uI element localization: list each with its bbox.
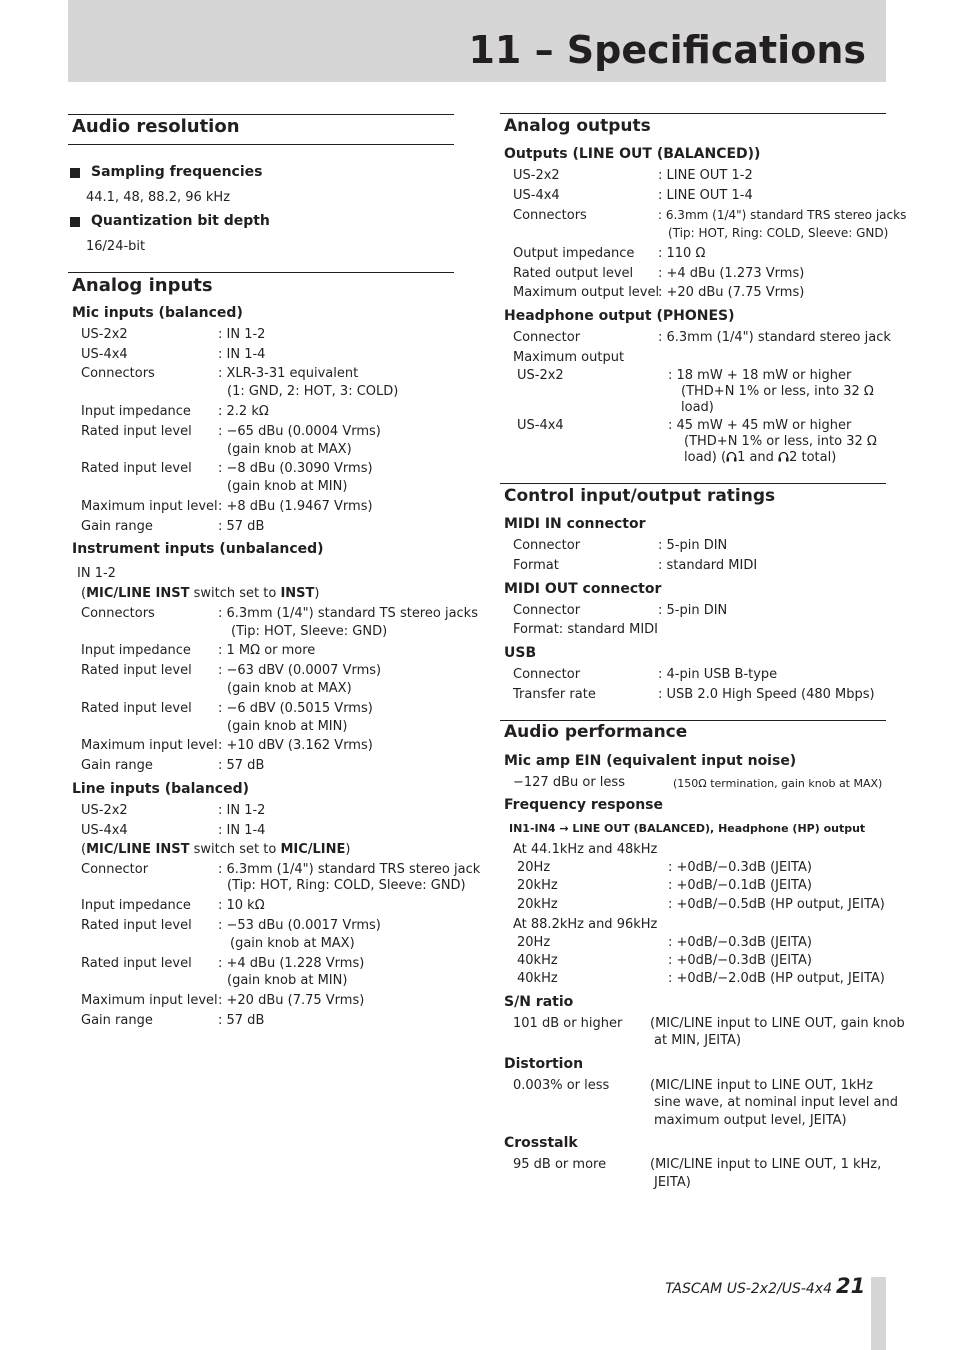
- spec-value: : −65 dBu (0.0004 Vrms): [218, 424, 381, 439]
- spec-value-cont: (THD+N 1% or less, into 32 Ω: [681, 384, 874, 399]
- spec-value: : USB 2.0 High Speed (480 Mbps): [658, 687, 875, 702]
- spec-value: : +0dB/−0.3dB (JEITA): [668, 935, 812, 950]
- spec-key: Rated input level: [81, 918, 192, 933]
- subheading-crosstalk: Crosstalk: [504, 1135, 578, 1151]
- switch-note: (MIC/LINE INST switch set to MIC/LINE): [81, 842, 351, 857]
- spec-key: Gain range: [81, 519, 153, 534]
- spec-value: : XLR-3-31 equivalent: [218, 366, 359, 381]
- spec-key: Rated input level: [81, 701, 192, 716]
- spec-key: Connectors: [81, 366, 155, 381]
- spec-key: Output impedance: [513, 246, 635, 261]
- rule: [68, 114, 454, 115]
- spec-note: maximum output level, JEITA): [654, 1113, 847, 1128]
- spec-value-cont: (Tip: HOT, Sleeve: GND): [231, 624, 388, 639]
- spec-value: : IN 1-2: [218, 327, 266, 342]
- spec-value: : IN 1-2: [218, 803, 266, 818]
- spec-key: Format: [513, 558, 559, 573]
- spec-value: : 6.3mm (1/4") standard stereo jack: [658, 330, 891, 345]
- spec-key: Rated output level: [513, 266, 634, 281]
- spec-key: Rated input level: [81, 424, 192, 439]
- heading-audio-resolution: Audio resolution: [72, 116, 240, 137]
- spec-value: : LINE OUT 1-4: [658, 188, 753, 203]
- value-sampling-frequencies: 44.1, 48, 88.2, 96 kHz: [86, 190, 231, 205]
- spec-value-cont: (THD+N 1% or less, into 32 Ω: [684, 434, 877, 449]
- spec-value: : 45 mW + 45 mW or higher: [668, 418, 852, 433]
- spec-key: 20Hz: [517, 935, 551, 950]
- spec-value: : 1 MΩ or more: [218, 643, 316, 658]
- arrow-right-icon: →: [559, 822, 569, 835]
- page-edge-tab: [871, 1277, 886, 1350]
- spec-key: US-2x2: [517, 368, 564, 383]
- spec-value: : standard MIDI: [658, 558, 758, 573]
- spec-key: Format: standard MIDI: [513, 622, 659, 637]
- spec-value: : +4 dBu (1.273 Vrms): [658, 266, 805, 281]
- spec-value-cont: (gain knob at MAX): [227, 681, 352, 696]
- spec-value-cont: (gain knob at MIN): [227, 479, 348, 494]
- spec-key: 20kHz: [517, 897, 558, 912]
- label-quantization-bit-depth: Quantization bit depth: [91, 213, 270, 229]
- spec-value: : 18 mW + 18 mW or higher: [668, 368, 852, 383]
- rule: [68, 272, 454, 273]
- bullet-square-icon: [70, 168, 80, 178]
- footer-brand: TASCAM US-2x2/US-4x4: [665, 1281, 832, 1297]
- spec-key: Connector: [513, 330, 581, 345]
- rule: [500, 720, 886, 721]
- spec-value: 95 dB or more: [513, 1157, 607, 1172]
- spec-key: Connector: [513, 667, 581, 682]
- subheading-midi-in: MIDI IN connector: [504, 516, 646, 532]
- spec-value-cont: (gain knob at MAX): [227, 442, 352, 457]
- spec-value: : 57 dB: [218, 758, 265, 773]
- label-sampling-frequencies: Sampling frequencies: [91, 164, 263, 180]
- spec-value: : −53 dBu (0.0017 Vrms): [218, 918, 381, 933]
- spec-note: (MIC/LINE input to LINE OUT, gain knob: [650, 1016, 905, 1031]
- spec-value: : −63 dBV (0.0007 Vrms): [218, 663, 382, 678]
- spec-key: Maximum input level: [81, 738, 218, 753]
- spec-value: : +0dB/−0.3dB (JEITA): [668, 953, 812, 968]
- subheading-midi-out: MIDI OUT connector: [504, 581, 662, 597]
- subheading-mic-amp-ein: Mic amp EIN (equivalent input noise): [504, 753, 797, 769]
- subheading-sn-ratio: S/N ratio: [504, 994, 574, 1010]
- heading-audio-performance: Audio performance: [504, 722, 688, 742]
- spec-value: : +0dB/−2.0dB (HP output, JEITA): [668, 971, 885, 986]
- spec-value: : −8 dBu (0.3090 Vrms): [218, 461, 373, 476]
- spec-key: Connector: [81, 862, 149, 877]
- spec-value: −127 dBu or less: [513, 775, 625, 790]
- spec-key: Input impedance: [81, 643, 191, 658]
- spec-value: : IN 1-4: [218, 823, 266, 838]
- spec-value: : 6.3mm (1/4") standard TS stereo jacks: [218, 606, 478, 621]
- spec-value: : 57 dB: [218, 519, 265, 534]
- channel-label: IN 1-2: [77, 566, 116, 581]
- subheading-frequency-response: Frequency response: [504, 797, 663, 813]
- spec-value-cont: (Tip: HOT, Ring: COLD, Sleeve: GND): [227, 878, 466, 893]
- spec-value: : −6 dBV (0.5015 Vrms): [218, 701, 373, 716]
- subheading-mic-inputs: Mic inputs (balanced): [72, 305, 243, 321]
- spec-key: 20kHz: [517, 878, 558, 893]
- spec-value: : 4-pin USB B-type: [658, 667, 778, 682]
- heading-analog-inputs: Analog inputs: [72, 275, 213, 296]
- spec-key: Gain range: [81, 1013, 153, 1028]
- value-quantization-bit-depth: 16/24-bit: [86, 239, 146, 254]
- spec-value-cont: (gain knob at MIN): [227, 973, 348, 988]
- spec-value: 0.003% or less: [513, 1078, 610, 1093]
- spec-key: Input impedance: [81, 404, 191, 419]
- headphones-icon: [778, 451, 789, 462]
- spec-key: Maximum output level: [513, 285, 660, 300]
- group-label: At 44.1kHz and 48kHz: [513, 842, 658, 857]
- spec-value-cont: (1: GND, 2: HOT, 3: COLD): [227, 384, 399, 399]
- spec-value: : 6.3mm (1/4") standard TRS stereo jack: [218, 862, 481, 877]
- spec-value: : 5-pin DIN: [658, 538, 728, 553]
- spec-key: Gain range: [81, 758, 153, 773]
- subheading-line-out: Outputs (LINE OUT (BALANCED)): [504, 146, 761, 162]
- spec-value-cont: (gain knob at MAX): [230, 936, 355, 951]
- spec-value: : +8 dBu (1.9467 Vrms): [218, 499, 373, 514]
- spec-key: US-2x2: [513, 168, 560, 183]
- page-title: 11 – Specifications: [468, 28, 866, 72]
- spec-value: : 110 Ω: [658, 246, 706, 261]
- spec-key: Maximum input level: [81, 993, 218, 1008]
- spec-note: JEITA): [654, 1175, 691, 1190]
- spec-value: : 5-pin DIN: [658, 603, 728, 618]
- spec-key: US-2x2: [81, 803, 128, 818]
- rule: [68, 144, 454, 145]
- spec-value: : 6.3mm (1/4") standard TRS stereo jacks: [658, 208, 907, 222]
- spec-note: (150Ω termination, gain knob at MAX): [673, 777, 883, 790]
- spec-value: : 10 kΩ: [218, 898, 265, 913]
- spec-key: US-4x4: [513, 188, 560, 203]
- spec-key: US-2x2: [81, 327, 128, 342]
- spec-key: Connectors: [81, 606, 155, 621]
- spec-key: Maximum output: [513, 350, 625, 365]
- spec-value: 101 dB or higher: [513, 1016, 623, 1031]
- spec-value-cont: load): [681, 400, 714, 415]
- subheading-distortion: Distortion: [504, 1056, 584, 1072]
- heading-control-ratings: Control input/output ratings: [504, 486, 776, 506]
- spec-note: sine wave, at nominal input level and: [654, 1095, 898, 1110]
- spec-value: : +4 dBu (1.228 Vrms): [218, 956, 365, 971]
- subheading-headphone-output: Headphone output (PHONES): [504, 308, 735, 324]
- spec-key: Input impedance: [81, 898, 191, 913]
- spec-key: Connector: [513, 603, 581, 618]
- headphones-icon: [726, 451, 737, 462]
- spec-key: Rated input level: [81, 956, 192, 971]
- subheading-instrument-inputs: Instrument inputs (unbalanced): [72, 541, 324, 557]
- spec-value: : +10 dBV (3.162 Vrms): [218, 738, 373, 753]
- spec-value: : +0dB/−0.5dB (HP output, JEITA): [668, 897, 885, 912]
- spec-note: (MIC/LINE input to LINE OUT, 1kHz: [650, 1078, 873, 1093]
- switch-note: (MIC/LINE INST switch set to INST): [81, 586, 320, 601]
- spec-value-cont: load) ( 1 and 2 total): [684, 450, 837, 465]
- spec-note: at MIN, JEITA): [654, 1033, 742, 1048]
- spec-key: Connector: [513, 538, 581, 553]
- spec-value: : +0dB/−0.1dB (JEITA): [668, 878, 812, 893]
- spec-key: 40kHz: [517, 971, 558, 986]
- spec-key: US-4x4: [81, 823, 128, 838]
- spec-value-cont: (gain knob at MIN): [227, 719, 348, 734]
- spec-value: : +20 dBu (7.75 Vrms): [218, 993, 365, 1008]
- spec-key: 20Hz: [517, 860, 551, 875]
- spec-key: 40kHz: [517, 953, 558, 968]
- spec-key: Rated input level: [81, 461, 192, 476]
- spec-key: US-4x4: [517, 418, 564, 433]
- spec-key: Rated input level: [81, 663, 192, 678]
- spec-key: Connectors: [513, 208, 587, 223]
- heading-analog-outputs: Analog outputs: [504, 116, 651, 136]
- spec-value: : 2.2 kΩ: [218, 404, 269, 419]
- subheading-usb: USB: [504, 645, 537, 661]
- signal-path: IN1-IN4 → LINE OUT (BALANCED), Headphone (HP) output: [509, 822, 866, 835]
- spec-value: : +0dB/−0.3dB (JEITA): [668, 860, 812, 875]
- rule: [500, 483, 886, 484]
- spec-value-cont: (Tip: HOT, Ring: COLD, Sleeve: GND): [668, 226, 889, 240]
- page-number: 21: [836, 1274, 866, 1298]
- rule: [500, 113, 886, 114]
- spec-value: : LINE OUT 1-2: [658, 168, 753, 183]
- spec-key: US-4x4: [81, 347, 128, 362]
- spec-key: Maximum input level: [81, 499, 218, 514]
- spec-note: (MIC/LINE input to LINE OUT, 1 kHz,: [650, 1157, 882, 1172]
- spec-value: : +20 dBu (7.75 Vrms): [658, 285, 805, 300]
- spec-key: Transfer rate: [513, 687, 596, 702]
- group-label: At 88.2kHz and 96kHz: [513, 917, 658, 932]
- spec-value: : 57 dB: [218, 1013, 265, 1028]
- subheading-line-inputs: Line inputs (balanced): [72, 781, 250, 797]
- bullet-square-icon: [70, 217, 80, 227]
- spec-value: : IN 1-4: [218, 347, 266, 362]
